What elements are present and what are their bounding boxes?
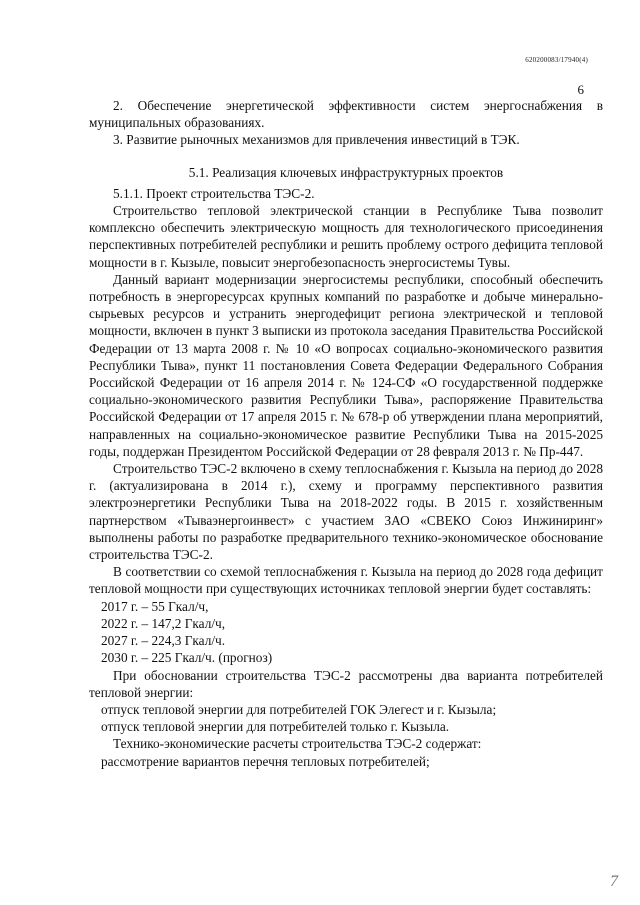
paragraph: Технико-экономические расчеты строительства ТЭС-2 содержат: <box>113 736 482 752</box>
paragraph: При обосновании строительства ТЭС-2 рассмотрены два варианта потребителей тепловой энергии: <box>89 667 603 700</box>
list-item-3: 3. Развитие рыночных механизмов для привлечения инвестиций в ТЭК. <box>113 132 520 148</box>
handwritten-mark: 7 <box>610 873 618 890</box>
paragraph: Данный вариант модернизации энергосистемы республики, способный обеспечить потребность в энергоресурсах крупных компаний по разработке и добыче минерально-сырьевых ресурсов и устранить энергодефицит региона электрической и тепловой мощности, включен в пункт 3 выписки из протокола заседания Правительства Российской Федерации от 13 марта 2008 г. № 10 «О вопросах социально-экономического развития Республики Тыва», пункт 11 постановления Совета Федерации Федерального Собрания Российской Федерации от 16 апреля 2014 г. № 124-СФ «О государственной поддержке социально-экономического развития Республики Тыва», распоряжение Правительства Российской Федерации от 17 апреля 2015 г. № 678-р об утверждении плана мероприятий, направленных на социально-экономическое развитие Республики Тыва на 2015-2025 годы, поддержан Президентом Российской Федерации от 28 февраля 2013 г. № Пр-447. <box>89 271 603 459</box>
deficit-list-item: 2030 г. – 225 Гкал/ч. (прогноз) <box>101 650 273 666</box>
deficit-list-item: 2027 г. – 224,3 Гкал/ч. <box>101 633 226 649</box>
paragraph: Строительство тепловой электрической станции в Республике Тыва позволит комплексно обеспечить электрическую мощность для технологического присоединения перспективных потребителей республики и решить проблему острого дефицита тепловой мощности в г. Кызыле, повысит энергобезопасность энергосистемы Тувы. <box>89 203 603 270</box>
paragraph: рассмотрение вариантов перечня тепловых потребителей; <box>101 753 430 769</box>
page-number: 6 <box>577 82 584 97</box>
document-id: 620200083/17940(4) <box>525 56 588 64</box>
paragraph: В соответствии со схемой теплоснабжения г. Кызыла на период до 2028 года дефицит тепловой мощности при существующих источниках тепловой энергии будет составлять: <box>89 564 603 597</box>
deficit-list-item: 2022 г. – 147,2 Гкал/ч, <box>101 615 226 631</box>
deficit-list-item: 2017 г. – 55 Гкал/ч, <box>101 598 209 614</box>
consumer-variant-item: отпуск тепловой энергии для потребителей ГОК Элегест и г. Кызыла; <box>101 701 497 717</box>
document-body <box>89 97 603 770</box>
section-subtitle: 5.1.1. Проект строительства ТЭС-2. <box>113 185 315 201</box>
consumer-variant-item: отпуск тепловой энергии для потребителей только г. Кызыла. <box>101 719 450 735</box>
paragraph: Строительство ТЭС-2 включено в схему теплоснабжения г. Кызыла на период до 2028 г. (актуализирована в 2014 г.), схему и программу перспективного развития электроэнергетики Республики Тыва на 2018-2022 годы. В 2015 г. хозяйственным партнерством «Тываэнергоинвест» с участием ЗАО «СВЕКО Союз Инжиниринг» выполнены работы по разработке предварительного технико-экономическое обоснование строительства ТЭС-2. <box>89 461 603 563</box>
section-title: 5.1. Реализация ключевых инфраструктурных проектов <box>188 164 504 180</box>
list-item-2: 2. Обеспечение энергетической эффективности систем энергоснабжения в муниципальных образованиях. <box>89 98 603 131</box>
